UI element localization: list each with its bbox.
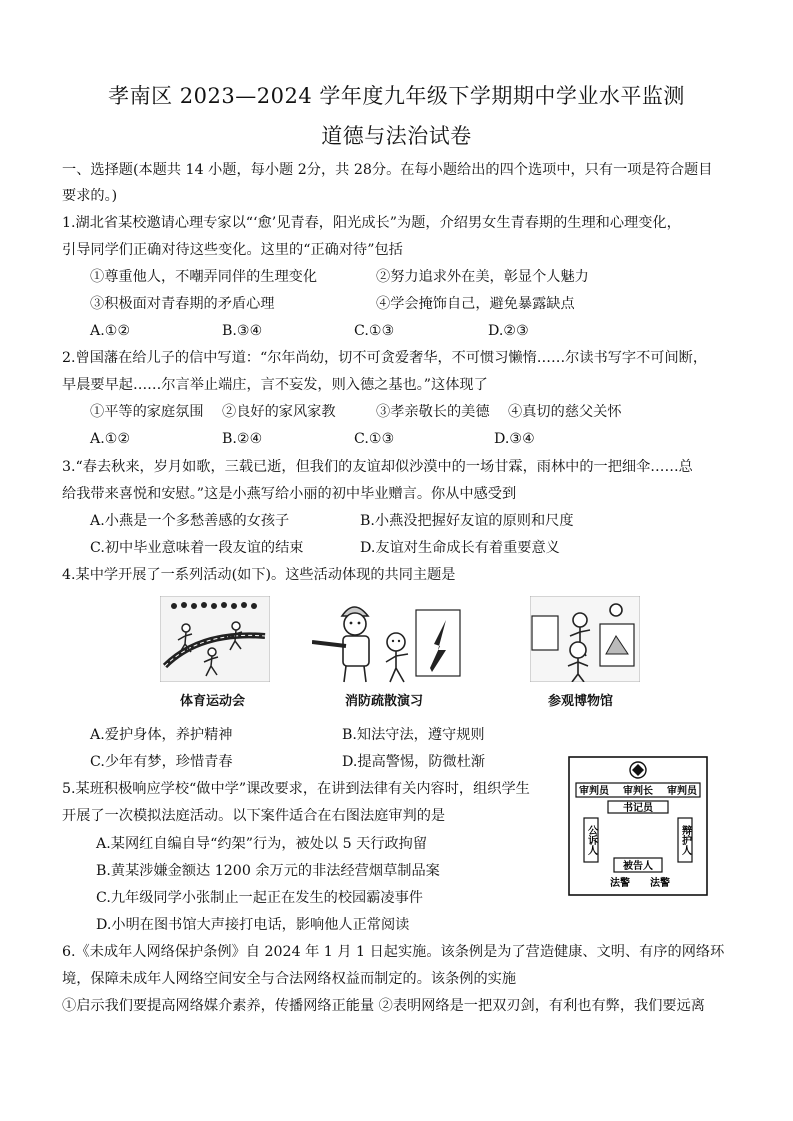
q3-stem-cont: 给我带来喜悦和安慰。”这是小燕写给小丽的初中毕业赠言。你从中感受到 <box>62 486 517 502</box>
q3-option-d: D.友谊对生命成长有着重要意义 <box>360 540 560 556</box>
q2-option-b: B.②④ <box>222 431 263 447</box>
section-heading: 一、选择题(本题共 14 小题，每小题 2分，共 28分。在每小题给出的四个选项中，只有一项是符合题目 <box>62 162 713 178</box>
q3-option-c: C.初中毕业意味着一段友谊的结束 <box>90 540 304 556</box>
q1-stem-cont: 引导同学们正确对待这些变化。这里的“正确对待”包括 <box>62 242 403 258</box>
q1-statement-1: ①尊重他人，不嘲弄同伴的生理变化 <box>90 269 318 285</box>
q2-statement-1: ①平等的家庭氛围 <box>90 404 204 420</box>
q4-stem: 4.某中学开展了一系列活动(如下)。这些活动体现的共同主题是 <box>62 567 456 583</box>
court-prosecutor: 公诉人 <box>585 825 597 855</box>
q6-statements: ①启示我们要提高网络媒介素养，传播网络正能量 ②表明网络是一把双刃剑，有利也有弊，我们要远离 <box>62 998 705 1014</box>
q5-option-a: A.某网红自编自导“约架”行为，被处以 5 天行政拘留 <box>96 836 428 852</box>
q1-option-d: D.②③ <box>488 323 529 339</box>
exam-title: 孝南区 2023—2024 学年度九年级下学期期中学业水平监测 <box>108 84 685 108</box>
court-judge-1: 审判员 <box>579 786 609 797</box>
court-bailiff-1: 法警 <box>610 878 630 889</box>
q4-option-d: D.提高警惕，防微杜渐 <box>342 754 486 770</box>
q2-stem: 2.曾国藩在给儿子的信中写道：“尔年尚幼，切不可贪爱奢华，不可惯习懒惰……尔读书写字不可间断， <box>62 350 708 366</box>
q3-stem: 3.“春去秋来，岁月如歌，三载已逝，但我们的友谊却似沙漠中的一场甘霖，雨林中的一把细伞……总 <box>62 459 693 475</box>
q2-stem-cont: 早晨要早起……尔言举止端庄，言不妄发，则入德之基也。”这体现了 <box>62 377 488 393</box>
q6-stem: 6.《未成年人网络保护条例》自 2024 年 1 月 1 日起实施。该条例是为了营造健康、文明、有序的网络环 <box>62 944 725 960</box>
figure-caption-museum: 参观博物馆 <box>548 694 614 709</box>
q5-stem: 5.某班积极响应学校“做中学”课改要求，在讲到法律有关内容时，组织学生 <box>62 781 530 797</box>
exam-subtitle: 道德与法治试卷 <box>321 124 472 148</box>
q1-stem: 1.湖北省某校邀请心理专家以“‘愈’见青春，阳光成长”为题，介绍男女生青春期的生理和心理变化， <box>62 215 681 231</box>
q2-statement-3: ③孝亲敬长的美德 <box>376 404 490 420</box>
q3-option-a: A.小燕是一个多愁善感的女孩子 <box>90 513 290 529</box>
q5-option-b: B.黄某涉嫌金额达 1200 余万元的非法经营烟草制品案 <box>96 863 440 879</box>
q5-option-d: D.小明在图书馆大声接打电话，影响他人正常阅读 <box>96 917 410 933</box>
q2-statement-4: ④真切的慈父关怀 <box>508 404 622 420</box>
court-chief-judge: 审判长 <box>623 786 653 797</box>
q2-option-a: A.①② <box>90 431 131 447</box>
court-defendant: 被告人 <box>623 861 653 872</box>
figure-caption-fire-drill: 消防疏散演习 <box>345 694 424 709</box>
section-heading-cont: 要求的。) <box>62 188 118 204</box>
q3-option-b: B.小燕没把握好友谊的原则和尺度 <box>360 513 574 529</box>
q1-option-b: B.③④ <box>222 323 263 339</box>
q2-option-c: C.①③ <box>354 431 395 447</box>
court-defense: 辩护人 <box>679 825 691 855</box>
court-judge-2: 审判员 <box>667 786 697 797</box>
q5-stem-cont: 开展了一次模拟法庭活动。以下案件适合在右图法庭审判的是 <box>62 808 446 824</box>
q4-option-a: A.爱护身体，养护精神 <box>90 727 233 743</box>
q1-statement-2: ②努力追求外在美，彰显个人魅力 <box>376 269 589 285</box>
q1-option-c: C.①③ <box>354 323 395 339</box>
court-clerk: 书记员 <box>623 803 653 814</box>
q5-option-c: C.九年级同学小张制止一起正在发生的校园霸凌事件 <box>96 890 423 906</box>
q1-option-a: A.①② <box>90 323 131 339</box>
q6-stem-cont: 境，保障未成年人网络空间安全与合法网络权益而制定的。该条例的实施 <box>62 971 517 987</box>
q4-option-c: C.少年有梦，珍惜青春 <box>90 754 233 770</box>
q1-statement-4: ④学会掩饰自己，避免暴露缺点 <box>376 296 575 312</box>
q2-option-d: D.③④ <box>494 431 535 447</box>
sports-meet-image <box>160 596 270 682</box>
q2-statement-2: ②良好的家风家教 <box>222 404 336 420</box>
fire-drill-image <box>312 596 462 684</box>
court-bailiff-2: 法警 <box>650 878 670 889</box>
figure-caption-sports: 体育运动会 <box>180 694 246 709</box>
museum-visit-image <box>530 596 640 682</box>
q4-option-b: B.知法守法，遵守规则 <box>342 727 485 743</box>
court-layout-diagram <box>568 756 708 896</box>
q1-statement-3: ③积极面对青春期的矛盾心理 <box>90 296 275 312</box>
